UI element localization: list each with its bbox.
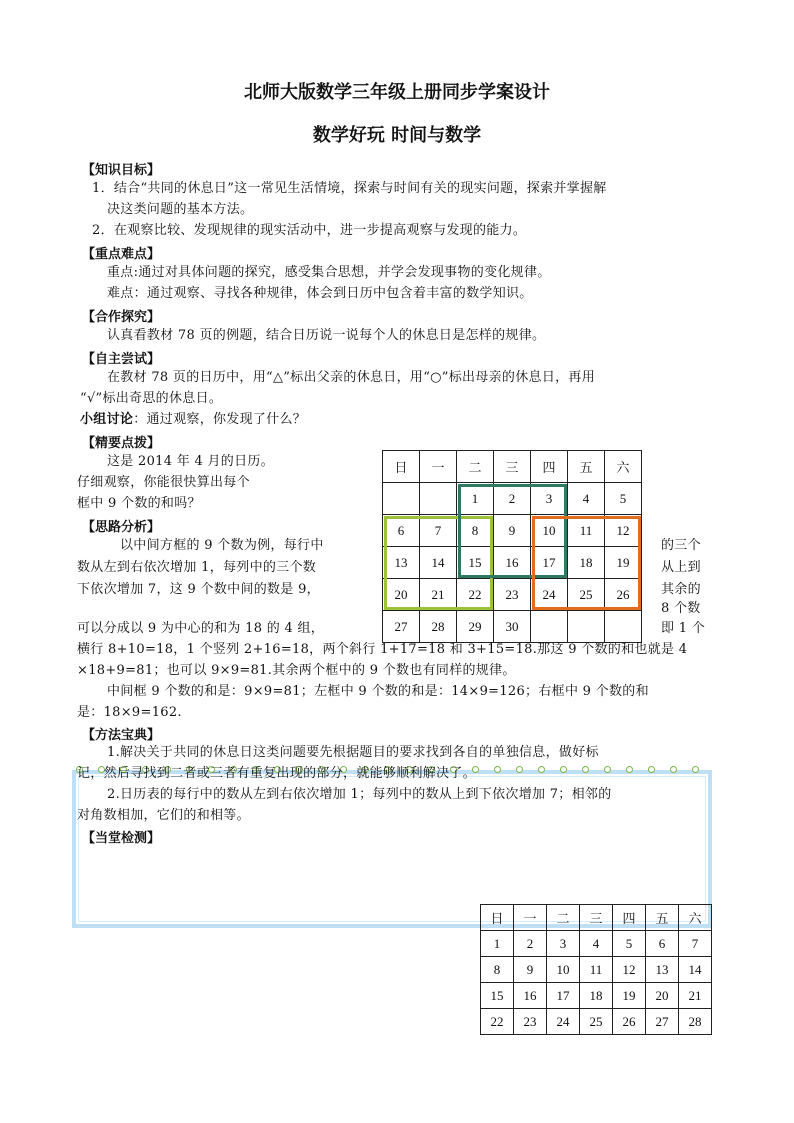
calendar-day-cell xyxy=(605,611,642,643)
right-frame xyxy=(532,516,641,610)
calendar-day-cell: 24 xyxy=(547,1009,580,1035)
weekday-header: 日 xyxy=(383,451,420,483)
analysis-right-4: 8 个数 xyxy=(661,601,701,616)
analysis-right-5: 即 1 个 xyxy=(661,621,706,636)
analysis-line-6: ×18+9=81；也可以 9×9=81.其余两个框中的 9 个数也有同样的规律。 xyxy=(77,663,516,678)
analysis-line-2: 数从左到右依次增加 1，每列中的三个数 xyxy=(77,560,317,575)
calendar-day-cell: 20 xyxy=(646,983,679,1009)
tips-heading: 【精要点拨】 xyxy=(82,436,161,451)
weekday-header: 一 xyxy=(514,905,547,931)
calendar-day-cell xyxy=(420,483,457,515)
method-heading: 【方法宝典】 xyxy=(82,728,161,743)
weekday-header: 五 xyxy=(568,451,605,483)
calendar-day-cell: 18 xyxy=(568,547,605,579)
calendar-day-cell: 16 xyxy=(494,547,531,579)
weekday-header: 三 xyxy=(494,451,531,483)
calendar-day-cell: 25 xyxy=(580,1009,613,1035)
decorative-bead xyxy=(494,766,501,773)
calendar-day-cell: 16 xyxy=(514,983,547,1009)
calendar-day-cell: 13 xyxy=(383,547,420,579)
calendar-day-cell: 14 xyxy=(679,957,712,983)
decorative-bead xyxy=(626,766,633,773)
weekday-header: 二 xyxy=(457,451,494,483)
calendar-day-cell: 7 xyxy=(420,515,457,547)
calendar-day-cell xyxy=(568,611,605,643)
decorative-bead xyxy=(670,766,677,773)
calendar-day-cell: 19 xyxy=(605,547,642,579)
calendar-day-cell: 3 xyxy=(547,931,580,957)
calendar-week-row xyxy=(481,957,712,983)
self-attempt-heading: 【自主尝试】 xyxy=(82,352,161,367)
weekday-header: 四 xyxy=(613,905,646,931)
decorative-bead xyxy=(692,766,699,773)
self-attempt-line-2: “√”标出奇思的休息日。 xyxy=(80,391,223,406)
calendar-day-cell: 17 xyxy=(531,547,568,579)
lesson-subtitle: 数学好玩 时间与数学 xyxy=(312,125,482,146)
goal-1-line-b: 决这类问题的基本方法。 xyxy=(107,202,254,217)
tips-line-2: 仔细观察，你能很快算出每个 xyxy=(77,475,250,490)
calendar-day-cell: 14 xyxy=(420,547,457,579)
calendar-day-cell: 26 xyxy=(605,579,642,611)
goal-2: 2．在观察比较、发现规律的现实活动中，进一步提高观察与发现的能力。 xyxy=(92,223,527,238)
key-point-2: 难点：通过观察、寻找各种规律，体会到日历中包含着丰富的数学知识。 xyxy=(107,286,533,301)
goals-heading: 【知识目标】 xyxy=(82,163,161,178)
in-class-test-heading: 【当堂检测】 xyxy=(82,831,161,846)
calendar-day-cell: 2 xyxy=(514,931,547,957)
calendar-day-cell: 6 xyxy=(383,515,420,547)
calendar-day-cell: 22 xyxy=(457,579,494,611)
analysis-line-7: 中间框 9 个数的和是：9×9=81；左框中 9 个数的和是：14×9=126；右框中 9 个数的和 xyxy=(107,684,649,699)
calendar-day-cell: 29 xyxy=(457,611,494,643)
analysis-heading: 【思路分析】 xyxy=(82,520,161,535)
method-2-line-b: 对角数相加，它们的和相等。 xyxy=(77,808,250,823)
calendar-day-cell: 5 xyxy=(605,483,642,515)
calendar-day-cell: 15 xyxy=(457,547,494,579)
calendar-day-cell: 18 xyxy=(580,983,613,1009)
tips-line-3: 框中 9 个数的和吗？ xyxy=(77,496,201,511)
document-title: 北师大版数学三年级上册同步学案设计 xyxy=(244,82,550,103)
calendar-day-cell: 23 xyxy=(514,1009,547,1035)
calendar-day-cell: 12 xyxy=(605,515,642,547)
weekday-header: 六 xyxy=(679,905,712,931)
self-attempt-line-1: 在教材 78 页的日历中，用“△”标出父亲的休息日，用“○”标出母亲的休息日，再用 xyxy=(107,370,596,385)
analysis-line-4: 可以分成以 9 为中心的和为 18 的 4 组， xyxy=(77,621,325,636)
decorative-bead xyxy=(648,766,655,773)
decorative-bead xyxy=(582,766,589,773)
calendar-week-row xyxy=(383,611,642,643)
calendar-day-cell: 24 xyxy=(531,579,568,611)
decorative-bead xyxy=(604,766,611,773)
calendar-day-cell: 20 xyxy=(383,579,420,611)
group-discussion xyxy=(80,409,306,430)
calendar-day-cell: 28 xyxy=(420,611,457,643)
decorative-bead xyxy=(560,766,567,773)
calendar-day-cell: 25 xyxy=(568,579,605,611)
calendar-day-cell: 11 xyxy=(568,515,605,547)
weekday-header: 四 xyxy=(531,451,568,483)
weekday-header: 二 xyxy=(547,905,580,931)
calendar-header-row xyxy=(481,905,712,931)
calendar-day-cell: 8 xyxy=(481,957,514,983)
calendar-day-cell: 2 xyxy=(494,483,531,515)
weekday-header: 五 xyxy=(646,905,679,931)
calendar-day-cell: 21 xyxy=(679,983,712,1009)
calendar-day-cell: 4 xyxy=(580,931,613,957)
calendar-day-cell: 12 xyxy=(613,957,646,983)
calendar-day-cell: 22 xyxy=(481,1009,514,1035)
group-discussion-label: 小组讨论 xyxy=(80,412,134,427)
calendar-day-cell: 23 xyxy=(494,579,531,611)
calendar-day-cell xyxy=(531,611,568,643)
decorative-bead xyxy=(516,766,523,773)
calendar-day-cell: 28 xyxy=(679,1009,712,1035)
calendar-day-cell: 5 xyxy=(613,931,646,957)
calendar-day-cell: 9 xyxy=(514,957,547,983)
calendar-day-cell xyxy=(383,483,420,515)
calendar-day-cell: 7 xyxy=(679,931,712,957)
method-1-line-a: 1.解决关于共同的休息日这类问题要先根据题目的要求找到各自的单独信息，做好标 xyxy=(107,745,599,760)
calendar-week-row xyxy=(481,931,712,957)
calendar-day-cell: 3 xyxy=(531,483,568,515)
coop-heading: 【合作探究】 xyxy=(82,310,161,325)
weekday-header: 日 xyxy=(481,905,514,931)
weekday-header: 六 xyxy=(605,451,642,483)
weekday-header: 一 xyxy=(420,451,457,483)
calendar-day-cell: 19 xyxy=(613,983,646,1009)
calendar-day-cell: 11 xyxy=(580,957,613,983)
analysis-right-1: 的三个 xyxy=(661,538,701,553)
analysis-line-3: 下依次增加 7，这 9 个数中间的数是 9， xyxy=(77,582,320,597)
analysis-right-2: 从上到 xyxy=(661,560,701,575)
weekday-header: 三 xyxy=(580,905,613,931)
coop-text: 认真看教材 78 页的例题，结合日历说一说每个人的休息日是怎样的规律。 xyxy=(107,328,546,343)
calendar-day-cell: 8 xyxy=(457,515,494,547)
calendar-day-cell: 9 xyxy=(494,515,531,547)
analysis-right-3: 其余的 xyxy=(661,582,701,597)
calendar-day-cell: 10 xyxy=(531,515,568,547)
calendar-day-cell: 21 xyxy=(420,579,457,611)
group-discussion-text: ：通过观察，你发现了什么？ xyxy=(133,412,307,427)
goal-1-line-a: 1．结合“共同的休息日”这一常见生活情境，探索与时间有关的现实问题，探索并掌握解 xyxy=(92,181,607,196)
method-1-line-b: 记，然后寻找到二者或三者有重复出现的部分，就能够顺利解决了。 xyxy=(77,766,477,781)
calendar-day-cell: 10 xyxy=(547,957,580,983)
calendar-day-cell: 26 xyxy=(613,1009,646,1035)
calendar-day-cell: 1 xyxy=(481,931,514,957)
analysis-line-5: 横行 8+10=18，1 个竖列 2+16=18，两个斜行 1+17=18 和 3+15=18.那这 9 个数的和也就是 4 xyxy=(77,642,688,657)
method-2-line-a: 2.日历表的每行中的数从左到右依次增加 1；每列中的数从上到下依次增加 7；相邻的 xyxy=(107,787,612,802)
calendar-day-cell: 1 xyxy=(457,483,494,515)
key-point-1: 重点:通过对具体问题的探究，感受集合思想，并学会发现事物的变化规律。 xyxy=(107,265,551,280)
practice-calendar xyxy=(480,904,712,1035)
decorative-bead xyxy=(538,766,545,773)
analysis-line-1: 以中间方框的 9 个数为例，每行中 xyxy=(120,538,324,553)
key-points-heading: 【重点难点】 xyxy=(82,247,161,262)
calendar-day-cell: 6 xyxy=(646,931,679,957)
calendar-day-cell: 17 xyxy=(547,983,580,1009)
calendar-header-row xyxy=(383,451,642,483)
calendar-day-cell: 15 xyxy=(481,983,514,1009)
calendar-day-cell: 13 xyxy=(646,957,679,983)
calendar-day-cell: 30 xyxy=(494,611,531,643)
tips-line-1: 这是 2014 年 4 月的日历。 xyxy=(107,454,274,469)
calendar-week-row xyxy=(481,983,712,1009)
calendar-week-row xyxy=(481,1009,712,1035)
calendar-day-cell: 27 xyxy=(646,1009,679,1035)
calendar-day-cell: 4 xyxy=(568,483,605,515)
analysis-line-8: 是：18×9=162. xyxy=(77,705,182,720)
calendar-day-cell: 27 xyxy=(383,611,420,643)
